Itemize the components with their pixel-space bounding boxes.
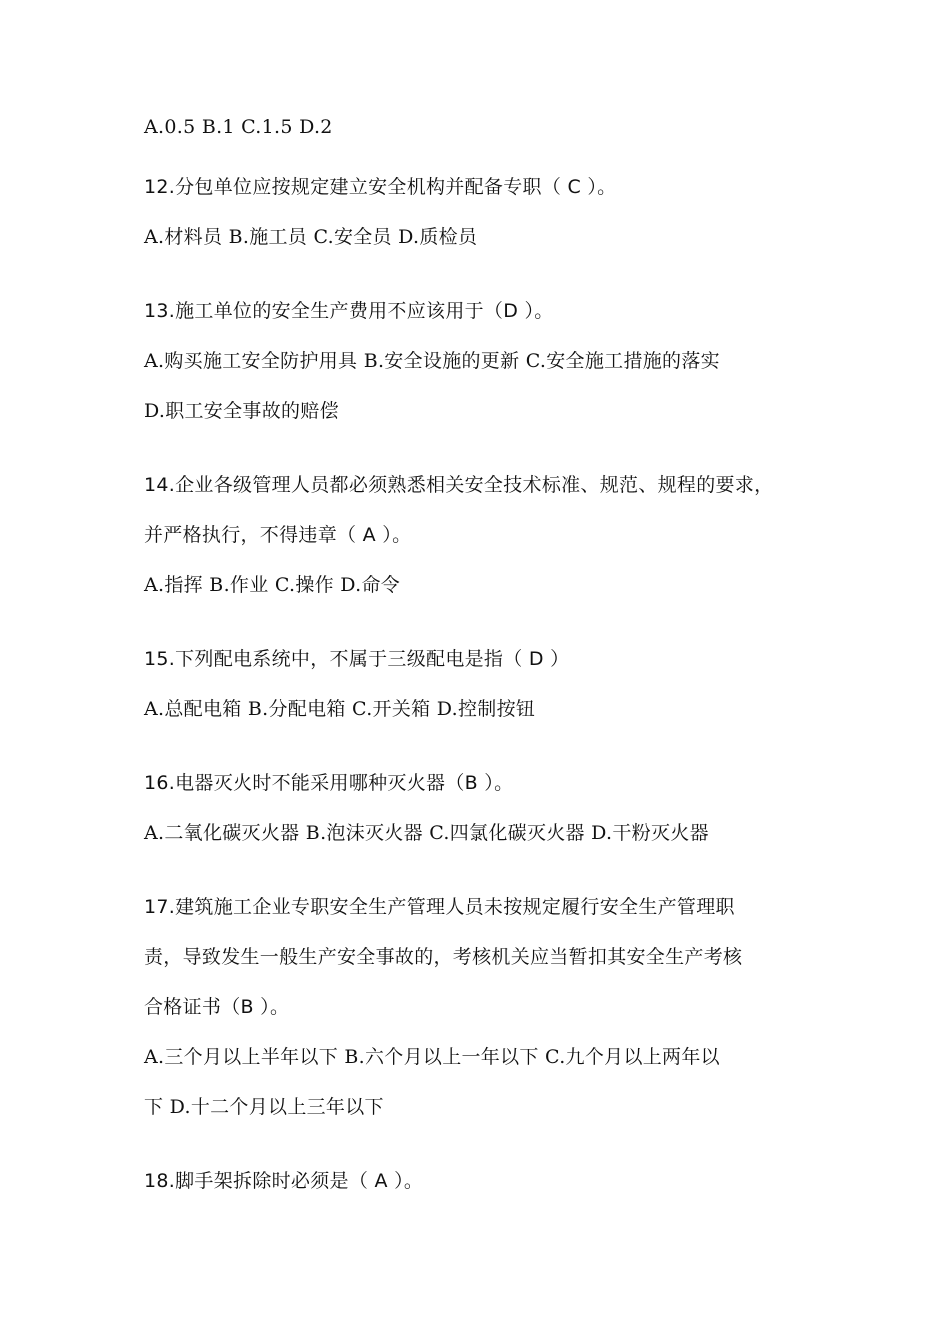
q17-question-line3: 合格证书（B ）。 [144,996,290,1018]
q12-question: 12.分包单位应按规定建立安全机构并配备专职（ C ）。 [144,176,617,198]
q16-question: 16.电器灭火时不能采用哪种灭火器（B ）。 [144,772,514,794]
q15-options: A.总配电箱 B.分配电箱 C.开关箱 D.控制按钮 [144,698,536,720]
q17-question-line1: 17.建筑施工企业专职安全生产管理人员未按规定履行安全生产管理职 [144,896,735,918]
q17-options-line1: A.三个月以上半年以下 B.六个月以上一年以下 C.九个月以上两年以 [144,1046,720,1068]
q14-options: A.指挥 B.作业 C.操作 D.命令 [144,574,401,596]
q13-question: 13.施工单位的安全生产费用不应该用于（D ）。 [144,300,554,322]
q17-question-line2: 责，导致发生一般生产安全事故的，考核机关应当暂扣其安全生产考核 [144,946,743,968]
q14-question-line1: 14.企业各级管理人员都必须熟悉相关安全技术标准、规范、规程的要求， [144,474,774,496]
q13-options-line1: A.购买施工安全防护用具 B.安全设施的更新 C.安全施工措施的落实 [144,350,720,372]
q15-question: 15.下列配电系统中，不属于三级配电是指（ D ） [144,648,570,670]
q17-options-line2: 下 D.十二个月以上三年以下 [144,1096,384,1118]
q14-question-line2: 并严格执行，不得违章（ A ）。 [144,524,412,546]
q12-options: A.材料员 B.施工员 C.安全员 D.质检员 [144,226,478,248]
q18-question: 18.脚手架拆除时必须是（ A ）。 [144,1170,424,1192]
q16-options: A.二氧化碳灭火器 B.泡沫灭火器 C.四氯化碳灭火器 D.干粉灭火器 [144,822,709,844]
q11-options: A.0.5 B.1 C.1.5 D.2 [144,116,333,138]
q13-options-line2: D.职工安全事故的赔偿 [144,400,339,422]
